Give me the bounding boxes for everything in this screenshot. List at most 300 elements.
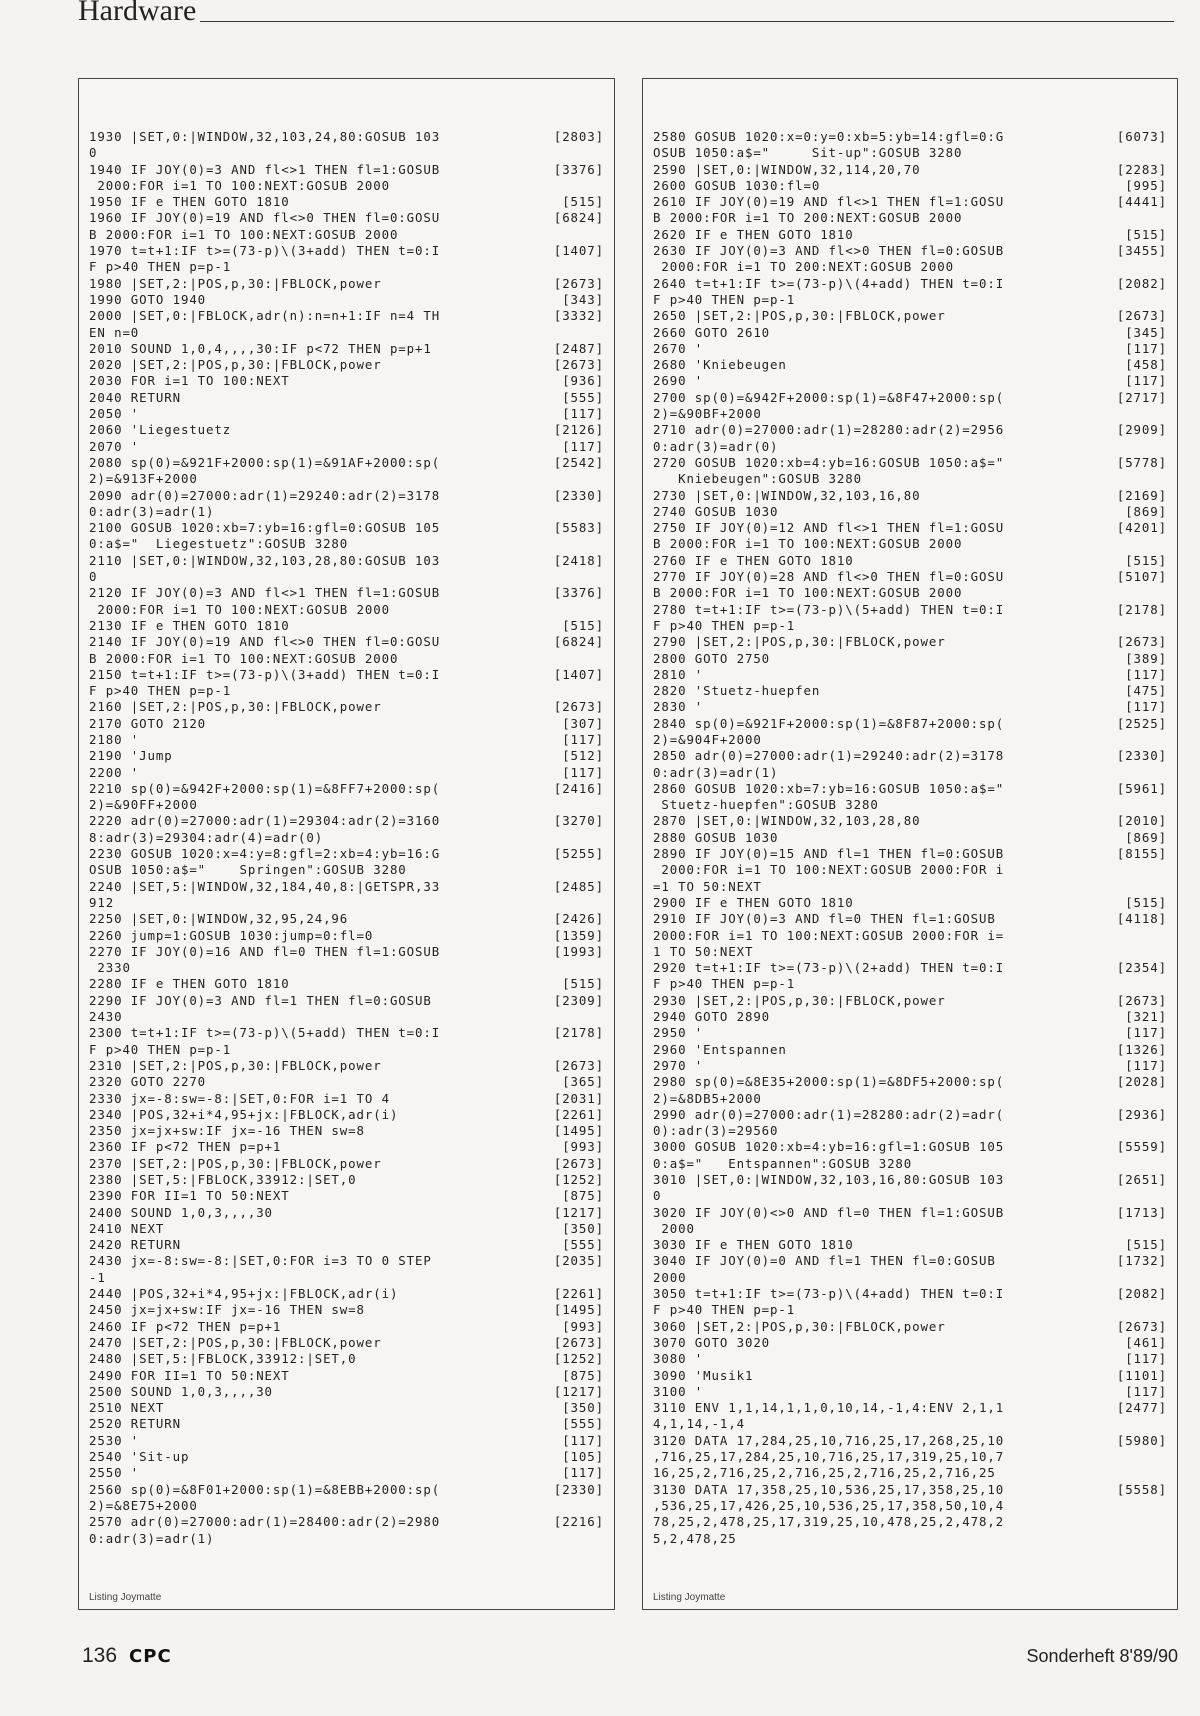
code-line	[89, 422, 604, 438]
code-text: 2480 |SET,5:|FBLOCK,33912:|SET,0	[89, 1351, 357, 1367]
checksum: [6824]	[553, 210, 604, 226]
code-line	[89, 1302, 604, 1318]
code-line	[89, 1253, 604, 1269]
checksum: [555]	[562, 1416, 604, 1432]
code-text: 1980 |SET,2:|POS,p,30:|FBLOCK,power	[89, 275, 382, 291]
code-text: 2980 sp(0)=&8E35+2000:sp(1)=&8DF5+2000:sp(	[653, 1074, 1005, 1090]
checksum	[1109, 928, 1167, 944]
code-line	[653, 1302, 1167, 1318]
code-text: 2250 |SET,0:|WINDOW,32,95,24,96	[89, 911, 349, 927]
code-line	[89, 504, 604, 520]
code-line	[653, 1482, 1167, 1498]
code-text: =1 TO 50:NEXT	[653, 878, 762, 894]
code-line	[653, 243, 1167, 259]
checksum: [5107]	[1116, 569, 1167, 585]
code-line	[653, 1286, 1167, 1302]
code-text: OSUB 1050:a$=" Sit-up":GOSUB 3280	[653, 145, 963, 161]
code-text: 3080 '	[653, 1351, 704, 1367]
code-line	[653, 1156, 1167, 1172]
code-text: 2830 '	[653, 699, 704, 715]
code-text: Stuetz-huepfen":GOSUB 3280	[653, 797, 879, 813]
checksum: [995]	[1125, 177, 1167, 193]
code-line	[653, 520, 1167, 536]
code-line	[89, 1237, 604, 1253]
code-text: 2380 |SET,5:|FBLOCK,33912:|SET,0	[89, 1172, 357, 1187]
checksum: [117]	[1125, 1351, 1167, 1367]
checksum: [2673]	[553, 1155, 604, 1171]
code-line	[89, 1319, 604, 1335]
code-line	[89, 634, 604, 650]
code-line	[89, 325, 604, 341]
code-text: 2420 RETURN	[89, 1237, 181, 1253]
code-line	[89, 569, 604, 585]
code-line	[89, 781, 604, 797]
checksum: [5558]	[1116, 1481, 1167, 1497]
code-text: Kniebeugen":GOSUB 3280	[653, 471, 862, 487]
checksum: [117]	[1125, 1383, 1167, 1399]
header-rule	[200, 21, 1174, 22]
code-text: B 2000:FOR i=1 TO 200:NEXT:GOSUB 2000	[653, 210, 963, 226]
code-text: 2210 sp(0)=&942F+2000:sp(1)=&8FF7+2000:sp(	[89, 780, 441, 796]
code-line	[653, 1058, 1167, 1074]
code-text: 2790 |SET,2:|POS,p,30:|FBLOCK,power	[653, 634, 946, 650]
code-line	[89, 553, 604, 569]
checksum: [2673]	[1116, 1318, 1167, 1334]
code-line	[89, 1074, 604, 1090]
checksum	[1109, 292, 1167, 308]
checksum: [1101]	[1116, 1367, 1167, 1383]
checksum: [117]	[562, 1465, 604, 1481]
code-text: 78,25,2,478,25,17,319,25,10,478,25,2,478,2	[653, 1514, 1005, 1530]
checksum	[546, 504, 604, 520]
checksum: [117]	[1125, 340, 1167, 356]
checksum: [5255]	[553, 846, 604, 862]
code-line	[89, 341, 604, 357]
code-line	[89, 732, 604, 748]
checksum: [555]	[562, 1237, 604, 1253]
checksum: [2487]	[553, 340, 604, 356]
code-text: 2760 IF e THEN GOTO 1810	[653, 552, 854, 568]
page-header	[78, 0, 1174, 27]
checksum: [2169]	[1116, 487, 1167, 503]
code-line	[653, 1221, 1167, 1237]
code-text: 3050 t=t+1:IF t>=(73-p)\(4+add) THEN t=0:I	[653, 1286, 1005, 1302]
code-line	[89, 1091, 604, 1107]
checksum: [2909]	[1116, 422, 1167, 438]
checksum	[546, 862, 604, 878]
checksum	[1109, 944, 1167, 960]
code-text: 1930 |SET,0:|WINDOW,32,103,24,80:GOSUB 103	[89, 129, 441, 144]
checksum: [389]	[1125, 650, 1167, 666]
checksum: [936]	[562, 373, 604, 389]
code-line	[653, 1416, 1167, 1432]
checksum: [2673]	[553, 357, 604, 373]
code-line	[653, 422, 1167, 438]
checksum	[1109, 879, 1167, 895]
checksum: [2035]	[553, 1253, 604, 1269]
code-line	[653, 651, 1167, 667]
code-text: F p>40 THEN p=p-1	[89, 259, 232, 275]
code-line	[653, 1237, 1167, 1253]
code-text: 16,25,2,716,25,2,716,25,2,716,25,2,716,25	[653, 1465, 996, 1481]
code-text: F p>40 THEN p=p-1	[89, 683, 232, 699]
code-text: 0:adr(3)=adr(1)	[653, 764, 779, 780]
checksum: [515]	[1125, 226, 1167, 242]
code-line	[89, 1514, 604, 1530]
checksum	[1109, 1221, 1167, 1237]
code-text: 2110 |SET,0:|WINDOW,32,103,28,80:GOSUB 103	[89, 552, 441, 568]
code-text: 2750 IF JOY(0)=12 AND fl<>1 THEN fl=1:GOSU	[653, 520, 1005, 536]
code-text: 1960 IF JOY(0)=19 AND fl<>0 THEN fl=0:GOSU	[89, 210, 441, 226]
checksum	[546, 830, 604, 846]
code-text: 2170 GOTO 2120	[89, 715, 207, 731]
checksum: [117]	[1125, 373, 1167, 389]
code-line	[89, 1384, 604, 1400]
code-text: 2020 |SET,2:|POS,p,30:|FBLOCK,power	[89, 357, 382, 373]
code-line	[89, 895, 604, 911]
code-text: 2680 'Kniebeugen	[653, 357, 787, 373]
checksum: [869]	[1125, 829, 1167, 845]
code-text: 2530 '	[89, 1432, 140, 1448]
checksum: [993]	[562, 1318, 604, 1334]
code-text: 2230 GOSUB 1020:x=4:y=8:gfl=2:xb=4:yb=16:G	[89, 846, 441, 862]
code-text: 2490 FOR II=1 TO 50:NEXT	[89, 1367, 290, 1383]
checksum: [1407]	[553, 666, 604, 682]
checksum	[1109, 1465, 1167, 1481]
code-line	[653, 129, 1167, 145]
checksum: [4201]	[1116, 520, 1167, 536]
checksum	[546, 895, 604, 911]
checksum	[1109, 976, 1167, 992]
checksum	[1109, 732, 1167, 748]
code-line	[89, 1058, 604, 1074]
code-line	[653, 308, 1167, 324]
code-line	[653, 536, 1167, 552]
checksum: [117]	[1125, 666, 1167, 682]
checksum	[1109, 536, 1167, 552]
code-text: 2)=&913F+2000	[89, 471, 198, 487]
code-line	[89, 390, 604, 406]
code-line	[89, 292, 604, 308]
code-line	[89, 716, 604, 732]
code-line	[653, 1514, 1167, 1530]
checksum: [2717]	[1116, 389, 1167, 405]
code-line	[653, 1335, 1167, 1351]
checksum: [2673]	[1116, 992, 1167, 1008]
code-line	[89, 471, 604, 487]
checksum: [515]	[562, 976, 604, 992]
checksum: [2010]	[1116, 813, 1167, 829]
listing-caption-right: Listing Joymatte	[653, 1592, 726, 1603]
checksum: [2477]	[1116, 1400, 1167, 1416]
code-line	[653, 1319, 1167, 1335]
code-text: 2590 |SET,0:|WINDOW,32,114,20,70	[653, 161, 921, 177]
checksum: [2330]	[1116, 748, 1167, 764]
code-text: 2410 NEXT	[89, 1220, 165, 1236]
code-line	[653, 976, 1167, 992]
code-text: 2000:FOR i=1 TO 200:NEXT:GOSUB 2000	[653, 259, 954, 275]
code-text: 1950 IF e THEN GOTO 1810	[89, 194, 290, 210]
checksum: [117]	[562, 731, 604, 747]
code-line	[653, 781, 1167, 797]
checksum: [1252]	[553, 1172, 604, 1187]
code-line	[653, 553, 1167, 569]
checksum: [3376]	[553, 585, 604, 601]
code-line	[89, 1335, 604, 1351]
code-line	[653, 846, 1167, 862]
code-text: 0	[653, 1188, 662, 1204]
checksum	[546, 259, 604, 275]
code-text: 2330	[89, 960, 131, 976]
code-text: 2320 GOTO 2270	[89, 1074, 207, 1090]
code-line	[89, 765, 604, 781]
checksum: [515]	[562, 617, 604, 633]
code-line	[653, 585, 1167, 601]
checksum: [458]	[1125, 357, 1167, 373]
code-text: 2720 GOSUB 1020:xb=4:yb=16:GOSUB 1050:a$="	[653, 454, 1005, 470]
code-text: 2860 GOSUB 1020:xb=7:yb=16:GOSUB 1050:a$="	[653, 780, 1005, 796]
code-line	[653, 373, 1167, 389]
code-line	[89, 1286, 604, 1302]
code-text: 3000 GOSUB 1020:xb=4:yb=16:gfl=1:GOSUB 105	[653, 1139, 1005, 1155]
checksum: [2673]	[1116, 308, 1167, 324]
checksum	[1109, 1416, 1167, 1432]
code-line	[653, 960, 1167, 976]
code-text: 2580 GOSUB 1020:x=0:y=0:xb=5:yb=14:gfl=0:G	[653, 129, 1005, 144]
code-line	[653, 1270, 1167, 1286]
code-line	[653, 1253, 1167, 1269]
checksum: [5961]	[1116, 780, 1167, 796]
code-text: 2610 IF JOY(0)=19 AND fl<>1 THEN fl=1:GOSU	[653, 194, 1005, 210]
code-text: 2850 adr(0)=27000:adr(1)=29240:adr(2)=3178	[653, 748, 1005, 764]
page-number: 136	[82, 1644, 118, 1667]
code-line	[653, 1465, 1167, 1481]
checksum	[1109, 1188, 1167, 1204]
code-text: 1990 GOTO 1940	[89, 291, 207, 307]
code-text: 2060 'Liegestuetz	[89, 422, 232, 438]
code-text: 2000:FOR i=1 TO 100:NEXT:GOSUB 2000:FOR i=	[653, 927, 1005, 943]
checksum: [555]	[562, 389, 604, 405]
checksum: [2651]	[1116, 1172, 1167, 1187]
code-line	[653, 471, 1167, 487]
code-text: 2000	[653, 1220, 695, 1236]
code-line	[89, 879, 604, 895]
code-text: B 2000:FOR i=1 TO 100:NEXT:GOSUB 2000	[653, 536, 963, 552]
code-line	[89, 210, 604, 226]
checksum: [461]	[1125, 1334, 1167, 1350]
code-line	[653, 1351, 1167, 1367]
code-line	[653, 699, 1167, 715]
code-text: 2000:FOR i=1 TO 100:NEXT:GOSUB 2000	[89, 177, 390, 193]
checksum	[546, 1042, 604, 1058]
checksum: [1407]	[553, 243, 604, 259]
code-line	[653, 618, 1167, 634]
checksum	[546, 569, 604, 585]
checksum	[1109, 1091, 1167, 1107]
code-text: 2240 |SET,5:|WINDOW,32,184,40,8:|GETSPR,33	[89, 878, 441, 894]
code-text: 3130 DATA 17,358,25,10,536,25,17,358,25,10	[653, 1481, 1005, 1497]
code-line	[653, 145, 1167, 161]
checksum: [343]	[562, 291, 604, 307]
code-line	[89, 667, 604, 683]
code-text: B 2000:FOR i=1 TO 100:NEXT:GOSUB 2000	[89, 650, 399, 666]
code-line	[653, 667, 1167, 683]
code-line	[89, 797, 604, 813]
checksum: [2261]	[553, 1106, 604, 1122]
code-text: 2030 FOR i=1 TO 100:NEXT	[89, 373, 290, 389]
checksum	[1109, 406, 1167, 422]
checksum: [350]	[562, 1400, 604, 1416]
checksum: [2330]	[553, 487, 604, 503]
code-line	[653, 895, 1167, 911]
code-line	[89, 308, 604, 324]
checksum	[546, 683, 604, 699]
code-line	[89, 455, 604, 471]
code-text: 2950 '	[653, 1025, 704, 1041]
code-text: 2430	[89, 1009, 123, 1025]
code-text: 2780 t=t+1:IF t>=(73-p)\(5+add) THEN t=0:I	[653, 601, 1005, 617]
code-line	[653, 862, 1167, 878]
code-text: 2100 GOSUB 1020:xb=7:yb=16:gfl=0:GOSUB 105	[89, 520, 441, 536]
code-line	[653, 748, 1167, 764]
code-line	[653, 1449, 1167, 1465]
code-text: 2)=&904F+2000	[653, 731, 762, 747]
code-text: 2690 '	[653, 373, 704, 389]
code-text: OSUB 1050:a$=" Springen":GOSUB 3280	[89, 862, 407, 878]
code-text: F p>40 THEN p=p-1	[89, 1041, 232, 1057]
code-text: 0:adr(3)=adr(0)	[653, 438, 779, 454]
code-line	[653, 716, 1167, 732]
code-text: 1940 IF JOY(0)=3 AND fl<>1 THEN fl=1:GOSUB	[89, 161, 441, 177]
code-line	[89, 1368, 604, 1384]
checksum	[546, 1270, 604, 1286]
code-text: 2070 '	[89, 438, 140, 454]
code-text: 2600 GOSUB 1030:fl=0	[653, 177, 821, 193]
checksum	[546, 1009, 604, 1025]
code-text: 3120 DATA 17,284,25,10,716,25,17,268,25,10	[653, 1432, 1005, 1448]
code-line	[89, 1188, 604, 1204]
code-text: 2990 adr(0)=27000:adr(1)=28280:adr(2)=adr(	[653, 1106, 1005, 1122]
code-text: 2500 SOUND 1,0,3,,,,30	[89, 1383, 273, 1399]
code-line	[653, 488, 1167, 504]
checksum: [2803]	[553, 129, 604, 144]
checksum: [1252]	[553, 1351, 604, 1367]
checksum: [2673]	[553, 699, 604, 715]
code-text: 2180 '	[89, 731, 140, 747]
checksum: [117]	[1125, 1025, 1167, 1041]
checksum	[1109, 259, 1167, 275]
checksum: [117]	[562, 406, 604, 422]
code-listing-right	[653, 129, 1167, 1547]
checksum: [105]	[562, 1449, 604, 1465]
code-text: 2900 IF e THEN GOTO 1810	[653, 894, 854, 910]
code-text: 2470 |SET,2:|POS,p,30:|FBLOCK,power	[89, 1334, 382, 1350]
code-text: 2330 jx=-8:sw=-8:|SET,0:FOR i=1 TO 4	[89, 1090, 390, 1106]
code-line	[89, 129, 604, 145]
checksum: [2485]	[553, 878, 604, 894]
code-text: 2)=&8DB5+2000	[653, 1090, 762, 1106]
code-text: 2450 jx=jx+sw:IF jx=-16 THEN sw=8	[89, 1302, 365, 1318]
code-text: 2000:FOR i=1 TO 100:NEXT:GOSUB 2000	[89, 601, 390, 617]
code-line	[89, 1482, 604, 1498]
code-line	[89, 846, 604, 862]
checksum: [3270]	[553, 813, 604, 829]
code-line	[89, 1531, 604, 1547]
code-text: 2800 GOTO 2750	[653, 650, 771, 666]
code-line	[89, 1351, 604, 1367]
code-line	[653, 1188, 1167, 1204]
code-line	[653, 602, 1167, 618]
code-line	[653, 1074, 1167, 1090]
checksum: [1326]	[1116, 1041, 1167, 1057]
checksum: [2354]	[1116, 960, 1167, 976]
code-text: 0:a$=" Entspannen":GOSUB 3280	[653, 1155, 913, 1171]
code-text: 0	[89, 569, 98, 585]
checksum: [5778]	[1116, 454, 1167, 470]
checksum: [2031]	[553, 1090, 604, 1106]
code-line	[653, 1042, 1167, 1058]
code-text: 2260 jump=1:GOSUB 1030:jump=0:fl=0	[89, 927, 374, 943]
checksum: [117]	[1125, 1057, 1167, 1073]
checksum: [4441]	[1116, 194, 1167, 210]
code-line	[653, 194, 1167, 210]
code-line	[89, 439, 604, 455]
code-text: 2770 IF JOY(0)=28 AND fl<>0 THEN fl=0:GOSU	[653, 569, 1005, 585]
code-line	[653, 732, 1167, 748]
code-text: 2000 |SET,0:|FBLOCK,adr(n):n=n+1:IF n=4 TH	[89, 308, 441, 324]
code-text: 5,2,478,25	[653, 1530, 737, 1546]
code-text: 2560 sp(0)=&8F01+2000:sp(1)=&8EBB+2000:sp(	[89, 1481, 441, 1497]
checksum: [2525]	[1116, 715, 1167, 731]
code-text: 2140 IF JOY(0)=19 AND fl<>0 THEN fl=0:GOSU	[89, 634, 441, 650]
checksum	[1109, 1514, 1167, 1530]
code-line	[89, 602, 604, 618]
checksum	[546, 1498, 604, 1514]
code-line	[89, 651, 604, 667]
code-text: 912	[89, 894, 115, 910]
code-line	[89, 1025, 604, 1041]
code-line	[89, 1042, 604, 1058]
code-line	[89, 536, 604, 552]
code-text: 2050 '	[89, 406, 140, 422]
checksum: [2673]	[1116, 634, 1167, 650]
checksum: [2330]	[553, 1481, 604, 1497]
checksum	[546, 797, 604, 813]
code-text: 2)=&90FF+2000	[89, 797, 198, 813]
code-text: 3100 '	[653, 1383, 704, 1399]
code-text: F p>40 THEN p=p-1	[653, 976, 796, 992]
code-text: 2010 SOUND 1,0,4,,,,30:IF p<72 THEN p=p+1	[89, 340, 432, 356]
code-text: 2710 adr(0)=27000:adr(1)=28280:adr(2)=2956	[653, 422, 1005, 438]
code-line	[89, 944, 604, 960]
code-text: 0):adr(3)=29560	[653, 1123, 779, 1139]
code-text: 0:adr(3)=adr(1)	[89, 1530, 215, 1546]
checksum: [2936]	[1116, 1106, 1167, 1122]
code-line	[89, 1156, 604, 1172]
checksum: [5980]	[1116, 1432, 1167, 1448]
checksum: [875]	[562, 1188, 604, 1204]
code-text: 2640 t=t+1:IF t>=(73-p)\(4+add) THEN t=0:I	[653, 275, 1005, 291]
code-text: 3010 |SET,0:|WINDOW,32,103,16,80:GOSUB 103	[653, 1172, 1005, 1187]
checksum: [6824]	[553, 634, 604, 650]
code-line	[89, 1270, 604, 1286]
code-line	[89, 162, 604, 178]
code-line	[653, 1433, 1167, 1449]
checksum: [2126]	[553, 422, 604, 438]
checksum: [3332]	[553, 308, 604, 324]
code-line	[653, 406, 1167, 422]
checksum: [2542]	[553, 454, 604, 470]
